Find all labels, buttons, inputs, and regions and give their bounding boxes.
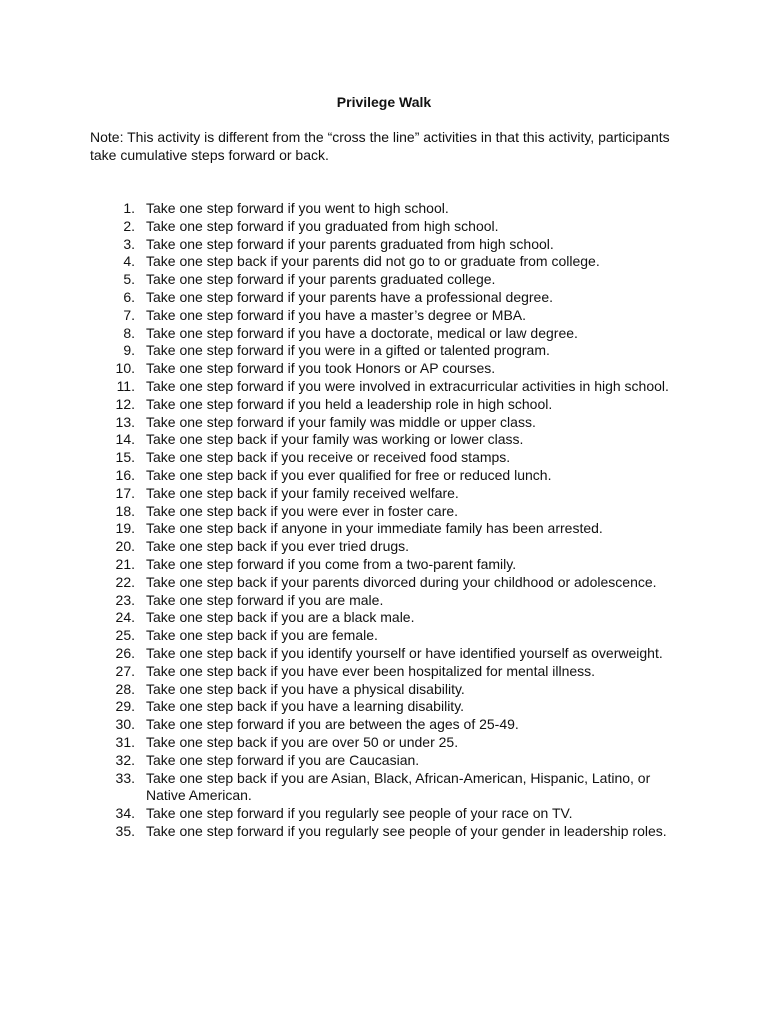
list-item-gap [135,342,145,360]
list-item-text: Take one step forward if you regularly see people of your race on TV. [146,805,573,822]
list-item [90,396,670,414]
list-item [90,360,670,378]
list-item-number-text: 7. [123,306,135,323]
list-item [90,378,670,396]
list-item [90,592,670,610]
list-item [90,325,670,343]
list-item-gap [135,271,145,289]
list-item [90,271,670,289]
list-item-gap [135,770,145,806]
list-item [90,431,670,449]
list-item [90,805,670,823]
list-item-number-text: 28. [115,680,135,697]
list-item-number [90,342,135,360]
list-item-text: Take one step back if you identify yourself or have identified yourself as overweight. [146,644,663,661]
list-item-number-text: 24. [115,609,135,626]
list-item-number-text: 21. [115,555,135,572]
list-item [90,716,670,734]
list-item-number-text: 16. [115,466,135,483]
list-item-text: Take one step back if your parents divorced during your childhood or adolescence. [146,573,657,590]
list-item-number [90,396,135,414]
list-item-text: Take one step forward if you took Honors or AP courses. [146,360,496,377]
list-item-number [90,770,135,806]
list-item-text: Take one step back if you are Asian, Black, African-American, Hispanic, Latino, or Native American. [146,769,651,804]
list-item-number-text: 10. [115,360,135,377]
list-item [90,200,670,218]
list-item-text: Take one step back if you are over 50 or under 25. [146,733,459,750]
list-item-number [90,271,135,289]
list-item-text: Take one step forward if your parents have a professional degree. [146,288,554,305]
list-item-number-text: 5. [123,271,135,288]
list-item [90,627,670,645]
list-item-gap [135,698,145,716]
list-item-gap [135,431,145,449]
list-item-gap [135,360,145,378]
list-item-gap [135,378,145,396]
list-item-number [90,414,135,432]
list-item-text: Take one step back if you are a black male. [146,609,415,626]
list-item-number [90,449,135,467]
list-item-gap [135,253,145,271]
list-item-number [90,752,135,770]
list-item-gap [135,467,145,485]
list-item [90,307,670,325]
list-item-text: Take one step back if you have a learning disability. [146,698,465,715]
list-item-text: Take one step back if you receive or received food stamps. [146,449,511,466]
list-item-gap [135,503,145,521]
list-item-text: Take one step forward if your family was middle or upper class. [146,413,536,430]
list-item-number [90,200,135,218]
list-item-text: Take one step back if you ever qualified for free or reduced lunch. [146,466,552,483]
list-item-number-text: 25. [115,627,135,644]
list-item-number [90,805,135,823]
list-item [90,485,670,503]
list-item-text: Take one step forward if you have a master’s degree or MBA. [146,306,527,323]
list-item-gap [135,485,145,503]
list-item-gap [135,396,145,414]
list-item [90,503,670,521]
list-item-number-text: 18. [115,502,135,519]
list-item [90,645,670,663]
list-item-text: Take one step forward if you are between the ages of 25-49. [146,716,519,733]
list-item [90,770,670,806]
list-item-number-text: 31. [115,733,135,750]
list-item-number [90,360,135,378]
list-item-gap [135,236,145,254]
list-item-number-text: 6. [123,288,135,305]
list-item [90,698,670,716]
list-item-gap [135,538,145,556]
list-item-number [90,556,135,574]
list-item-text: Take one step forward if your parents graduated from high school. [146,235,554,252]
list-item-number [90,716,135,734]
list-item-number [90,485,135,503]
list-item-number-text: 32. [115,751,135,768]
list-item-number-text: 35. [115,822,135,839]
list-item [90,752,670,770]
list-item-number-text: 2. [123,217,135,234]
list-item-number [90,307,135,325]
list-item [90,449,670,467]
list-item-text: Take one step forward if you are male. [146,591,384,608]
list-item-number [90,681,135,699]
list-item [90,609,670,627]
list-item [90,520,670,538]
list-item-gap [135,627,145,645]
list-item-number-text: 20. [115,538,135,555]
list-item-gap [135,663,145,681]
list-item-gap [135,752,145,770]
list-item-text: Take one step back if your family received welfare. [146,484,459,501]
list-item-gap [135,218,145,236]
list-item-number-text: 27. [115,662,135,679]
numbered-list [90,200,670,841]
list-item [90,538,670,556]
list-item-text: Take one step back if your parents did not go to or graduate from college. [146,253,600,270]
list-item-number [90,663,135,681]
list-item-text: Take one step back if you have ever been hospitalized for mental illness. [146,662,596,679]
list-item-gap [135,520,145,538]
list-item-number [90,609,135,627]
list-item-number-text: 14. [115,431,135,448]
list-item-number [90,734,135,752]
list-item-number [90,503,135,521]
list-item-number-text: 19. [115,520,135,537]
list-item-number-text: 34. [115,805,135,822]
list-item [90,218,670,236]
list-item-number-text: 11. [116,377,135,394]
list-item-text: Take one step forward if you held a leadership role in high school. [146,395,553,412]
list-item-number-text: 22. [115,573,135,590]
list-item-number [90,592,135,610]
list-item-gap [135,609,145,627]
list-item-number [90,253,135,271]
list-item-number [90,236,135,254]
list-item-number-text: 23. [115,591,135,608]
list-item-text: Take one step forward if you regularly see people of your gender in leadership roles. [146,822,667,839]
list-item [90,236,670,254]
list-item-gap [135,734,145,752]
list-item [90,734,670,752]
list-item-text: Take one step forward if you were in a gifted or talented program. [146,342,550,359]
list-item [90,556,670,574]
list-item [90,681,670,699]
list-item-number [90,520,135,538]
list-item-text: Take one step back if you are female. [146,627,378,644]
list-item-number [90,823,135,841]
list-item-text: Take one step forward if you come from a two-parent family. [146,555,517,572]
list-item-number-text: 29. [115,698,135,715]
list-item-number [90,378,135,396]
list-item-gap [135,805,145,823]
document-title: Privilege Walk [336,94,432,110]
list-item-number [90,325,135,343]
list-item-gap [135,574,145,592]
list-item-gap [135,200,145,218]
list-item-number [90,431,135,449]
list-item-number-text: 9. [123,342,135,359]
list-item [90,289,670,307]
list-item [90,253,670,271]
list-item-number [90,467,135,485]
list-item-number-text: 1. [123,200,135,216]
list-item-text: Take one step back if you were ever in foster care. [146,502,459,519]
list-item-gap [135,716,145,734]
list-item-number-text: 15. [115,449,135,466]
list-item-gap [135,325,145,343]
list-item-number-text: 17. [115,484,135,501]
list-item [90,663,670,681]
list-item-number [90,645,135,663]
list-item-text: Take one step forward if you are Caucasian. [146,751,420,768]
list-item [90,467,670,485]
list-item-number [90,538,135,556]
list-item-gap [135,823,145,841]
list-item [90,414,670,432]
list-item-text: Take one step forward if your parents graduated college. [146,271,496,288]
list-item-number-text: 12. [115,395,135,412]
list-item-number-text: 26. [115,644,135,661]
note-paragraph: Note: This activity is different from the “cross the line” activities in that this activity, participants take cumulative steps forward or back. [90,129,670,163]
list-item [90,342,670,360]
list-item-number [90,218,135,236]
list-item-text: Take one step forward if you were involved in extracurricular activities in high school. [146,377,669,394]
list-item-text: Take one step forward if you graduated from high school. [146,217,499,234]
list-item-gap [135,556,145,574]
list-item-gap [135,449,145,467]
list-item-text: Take one step back if anyone in your immediate family has been arrested. [146,520,603,537]
list-item-number [90,289,135,307]
list-item-number-text: 33. [115,769,135,786]
list-item-text: Take one step back if you ever tried drugs. [146,538,410,555]
list-item-gap [135,681,145,699]
list-item [90,574,670,592]
list-item-number [90,574,135,592]
list-item-text: Take one step back if your family was working or lower class. [146,431,524,448]
list-item-number [90,698,135,716]
list-item-text: Take one step forward if you have a doctorate, medical or law degree. [146,324,578,341]
list-item-number-text: 3. [123,235,135,252]
list-item-number-text: 30. [115,716,135,733]
list-item [90,823,670,841]
list-item-number-text: 8. [123,324,135,341]
list-item-gap [135,414,145,432]
list-item-number-text: 13. [115,413,135,430]
list-item-gap [135,645,145,663]
list-item-number-text: 4. [123,253,135,270]
list-item-gap [135,307,145,325]
list-item-gap [135,289,145,307]
list-item-gap [135,592,145,610]
list-item-number [90,627,135,645]
list-item-text: Take one step forward if you went to high school. [146,200,449,216]
list-item-text: Take one step back if you have a physical disability. [146,680,465,697]
